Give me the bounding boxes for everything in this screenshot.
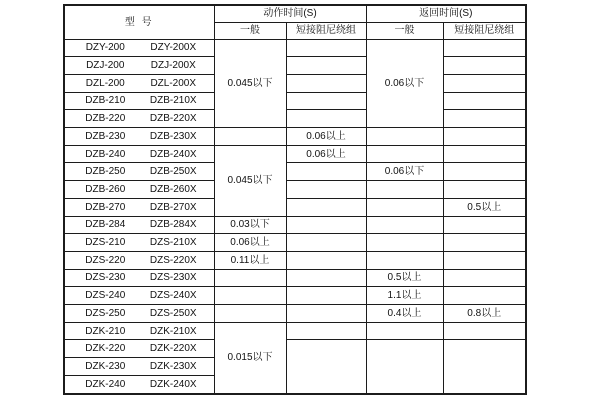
table-row (64, 145, 526, 163)
table-row (64, 181, 526, 199)
value-cell-return-general (366, 234, 443, 252)
model-variant: DZB-260X (149, 183, 197, 195)
table-row (64, 287, 526, 305)
subheader-return-general: 一般 (366, 22, 443, 39)
table-body (64, 39, 526, 394)
model-base: DZS-210 (85, 237, 126, 249)
value-cell-action-general: 0.015以下 (214, 322, 286, 394)
model-variant: DZB-230X (149, 130, 197, 142)
model-variant: DZY-200X (150, 42, 197, 54)
value-cell-action-damping (286, 305, 366, 323)
value-cell-return-general (366, 181, 443, 199)
value-cell-return-general (366, 128, 443, 146)
value-cell-return-general: 0.5以上 (366, 269, 443, 287)
subheader-action-damping: 短接阻尼绕组 (286, 22, 366, 39)
header-return-time: 返回时间(S) (366, 5, 526, 22)
value-cell-return-general: 0.4以上 (366, 305, 443, 323)
model-cell (64, 305, 214, 323)
model-cell (64, 57, 214, 75)
table-row (64, 234, 526, 252)
value-cell-action-damping (286, 234, 366, 252)
model-cell (64, 145, 214, 163)
table-row (64, 39, 526, 57)
table-row (64, 216, 526, 234)
value-cell-return-damping (443, 74, 526, 92)
value-cell-action-general (214, 287, 286, 305)
model-base: DZB-220 (85, 113, 126, 125)
model-cell (64, 340, 214, 358)
table-row (64, 92, 526, 110)
value-cell-return-damping (443, 57, 526, 75)
model-variant: DZB-250X (149, 166, 197, 178)
model-base: DZS-240 (85, 290, 126, 302)
table-row (64, 198, 526, 216)
value-cell-action-damping: 0.06以上 (286, 145, 366, 163)
model-base: DZB-240 (85, 148, 126, 160)
model-variant: DZB-284X (149, 219, 197, 231)
value-cell-action-damping (286, 181, 366, 199)
model-cell (64, 110, 214, 128)
model-cell (64, 358, 214, 376)
model-cell (64, 39, 214, 57)
table-row (64, 128, 526, 146)
value-cell-return-damping (443, 163, 526, 181)
value-cell-return-general (366, 340, 443, 394)
value-cell-action-damping (286, 163, 366, 181)
value-cell-return-damping (443, 322, 526, 340)
subheader-action-general: 一般 (214, 22, 286, 39)
value-cell-action-damping (286, 74, 366, 92)
subheader-return-damping: 短接阻尼绕组 (443, 22, 526, 39)
model-cell (64, 322, 214, 340)
model-base: DZS-230 (85, 272, 126, 284)
table-row (64, 340, 526, 358)
value-cell-return-general: 0.06以下 (366, 163, 443, 181)
value-cell-return-general (366, 251, 443, 269)
value-cell-return-damping (443, 39, 526, 57)
value-cell-return-damping (443, 110, 526, 128)
table-row (64, 57, 526, 75)
table-row (64, 251, 526, 269)
value-cell-action-general: 0.045以下 (214, 39, 286, 128)
value-cell-action-damping (286, 57, 366, 75)
value-cell-return-general (366, 322, 443, 340)
model-variant: DZJ-200X (150, 60, 196, 72)
model-cell (64, 287, 214, 305)
model-variant: DZK-210X (149, 325, 197, 337)
model-cell (64, 251, 214, 269)
model-cell (64, 234, 214, 252)
value-cell-action-damping (286, 39, 366, 57)
value-cell-action-damping (286, 251, 366, 269)
model-base: DZB-210 (85, 95, 126, 107)
value-cell-return-damping (443, 251, 526, 269)
value-cell-return-damping (443, 340, 526, 394)
model-cell (64, 198, 214, 216)
model-variant: DZS-240X (149, 290, 197, 302)
value-cell-action-general: 0.11以上 (214, 251, 286, 269)
table-row (64, 74, 526, 92)
model-cell (64, 92, 214, 110)
value-cell-action-general: 0.06以上 (214, 234, 286, 252)
model-cell (64, 216, 214, 234)
value-cell-return-damping (443, 181, 526, 199)
value-cell-action-general: 0.03以下 (214, 216, 286, 234)
model-cell (64, 269, 214, 287)
value-cell-action-damping (286, 287, 366, 305)
value-cell-action-general: 0.045以下 (214, 145, 286, 216)
model-variant: DZS-250X (149, 307, 197, 319)
model-base: DZY-200 (85, 42, 125, 54)
model-variant: DZB-270X (149, 201, 197, 213)
model-base: DZB-250 (85, 166, 126, 178)
relay-spec-table (63, 4, 527, 395)
value-cell-return-general (366, 216, 443, 234)
model-base: DZB-260 (85, 183, 126, 195)
value-cell-return-damping (443, 287, 526, 305)
header-action-time: 动作时间(S) (214, 5, 366, 22)
value-cell-action-damping (286, 110, 366, 128)
model-cell (64, 181, 214, 199)
value-cell-action-general (214, 269, 286, 287)
value-cell-return-damping (443, 128, 526, 146)
value-cell-action-damping (286, 269, 366, 287)
model-base: DZB-270 (85, 201, 126, 213)
table-row (64, 305, 526, 323)
model-variant: DZK-230X (149, 361, 197, 372)
value-cell-action-general (214, 128, 286, 146)
model-base: DZK-240 (85, 378, 126, 390)
header-model: 型 号 (64, 5, 214, 39)
value-cell-action-damping (286, 216, 366, 234)
value-cell-return-damping (443, 145, 526, 163)
value-cell-return-damping (443, 269, 526, 287)
value-cell-return-general: 0.06以下 (366, 39, 443, 128)
model-variant: DZK-220X (149, 343, 197, 355)
model-variant: DZB-220X (149, 113, 197, 125)
model-base: DZL-200 (85, 77, 125, 89)
model-variant: DZB-240X (149, 148, 197, 160)
value-cell-return-damping (443, 234, 526, 252)
value-cell-return-damping (443, 92, 526, 110)
model-base: DZK-230 (85, 361, 126, 372)
model-base: DZK-210 (85, 325, 126, 337)
model-variant: DZL-200X (150, 77, 197, 89)
value-cell-action-damping (286, 92, 366, 110)
value-cell-return-general (366, 198, 443, 216)
value-cell-return-damping: 0.8以上 (443, 305, 526, 323)
model-base: DZB-284 (85, 219, 126, 231)
model-variant: DZS-230X (149, 272, 197, 284)
value-cell-action-damping: 0.06以上 (286, 128, 366, 146)
value-cell-return-general (366, 145, 443, 163)
table-row (64, 322, 526, 340)
model-variant: DZK-240X (149, 378, 197, 390)
table-row (64, 163, 526, 181)
value-cell-action-damping (286, 322, 366, 340)
value-cell-action-general (214, 305, 286, 323)
model-base: DZS-220 (85, 254, 126, 266)
value-cell-return-damping: 0.5以上 (443, 198, 526, 216)
value-cell-return-damping (443, 216, 526, 234)
model-cell (64, 128, 214, 146)
model-variant: DZS-220X (149, 254, 197, 266)
table-row (64, 110, 526, 128)
value-cell-action-damping (286, 198, 366, 216)
model-base: DZB-230 (85, 130, 126, 142)
model-cell (64, 74, 214, 92)
value-cell-action-damping (286, 340, 366, 394)
model-cell (64, 375, 214, 394)
model-base: DZK-220 (85, 343, 126, 355)
model-base: DZS-250 (85, 307, 126, 319)
table-row (64, 269, 526, 287)
value-cell-return-general: 1.1以上 (366, 287, 443, 305)
model-variant: DZB-210X (149, 95, 197, 107)
model-variant: DZS-210X (149, 237, 197, 249)
model-base: DZJ-200 (86, 60, 125, 72)
model-cell (64, 163, 214, 181)
